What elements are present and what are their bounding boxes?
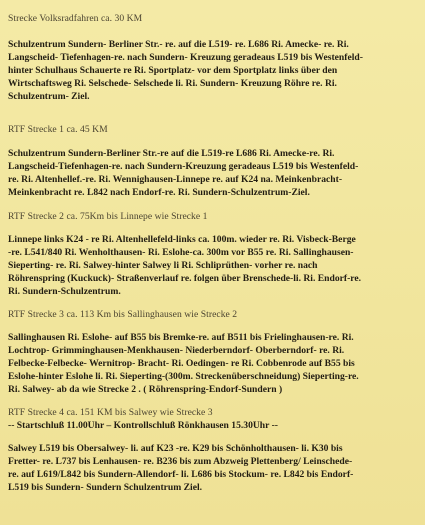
route-line: Linnepe links K24 - re Ri. Altenhellefeld-links ca. 100m. wieder re. Ri. Visbeck-Berge (8, 234, 356, 245)
route-line: Felbecke-Felbecke- Wernitrop- Bracht- Ri. Oedingen- re Ri. Cobbenrode auf B55 bis (8, 358, 355, 369)
route-line: Eslohe-hinter Eslohe li. Ri. Sieperting-(300m. Streckenüberschneidung) Sieperting-re. (8, 371, 359, 382)
route-line: Meinkenbracht re. L842 nach Endorf-re. Ri. Sundern-Schulzentrum-Ziel. (8, 187, 310, 198)
section-strecke-1 (8, 123, 415, 199)
section-strecke-2 (8, 210, 415, 298)
section-heading: RTF Strecke 1 ca. 45 KM (8, 124, 108, 135)
section-heading: RTF Strecke 4 ca. 151 KM bis Salwey wie Strecke 3 (8, 407, 213, 418)
route-line: L519 bis Sundern- Sundern Schulzentrum Ziel. (8, 482, 203, 493)
route-line: Ri. Salwey- ab da wie Strecke 2 . ( Röhrenspring-Endorf-Sundern ) (8, 384, 283, 395)
section-heading: RTF Strecke 3 ca. 113 Km bis Sallinghausen wie Strecke 2 (8, 309, 238, 320)
section-strecke-3 (8, 308, 415, 396)
route-line: Schulzentrum- Ziel. (8, 91, 90, 102)
route-line: re. auf L619/L842 bis Sundern-Allendorf- li. L686 bis Stockum- re. L842 bis Endorf- (8, 469, 354, 480)
section-description (8, 331, 415, 396)
section-description (8, 233, 415, 298)
route-line: re. Ri. Altenhellef.-re. Ri. Wennighausen-Linnepe re. auf K24 na. Meinkenbracht- (8, 174, 343, 185)
route-line: Sieperting- re. Ri. Salwey-hinter Salwey li Ri. Schliprüthen- vorher re. nach (8, 260, 318, 271)
route-line: Schulzentrum Sundern-Berliner Str.-re auf die L519-re L686 Ri. Amecke-re. Ri. (8, 148, 335, 159)
section-timing-note: -- Startschluß 11.00Uhr – Kontrollschluß Rönkhausen 15.30Uhr -- (8, 420, 279, 431)
route-line: -re. L541/840 Ri. Wenholthausen- Ri. Eslohe-ca. 300m vor B55 re. Ri. Sallinghausen- (8, 247, 354, 258)
section-description (8, 147, 415, 199)
section-strecke-4 (8, 406, 415, 494)
route-line: Sallinghausen Ri. Eslohe- auf B55 bis Bremke-re. auf B511 bis Frielinghausen-re. Ri. (8, 332, 354, 343)
section-volksradfahren (8, 12, 415, 103)
route-line: Langscheid- Tiefenhagen-re. nach Sundern- Kreuzung geradeaus L519 bis Westenfeld- (8, 52, 363, 63)
route-line: Schulzentrum Sundern- Berliner Str.- re. auf die L519- re. L686 Ri. Amecke- re. Ri. (8, 39, 349, 50)
route-line: Salwey L519 bis Obersalwey- li. auf K23 -re. K29 bis Schönholthausen- li. K30 bis (8, 443, 343, 454)
route-line: Ri. Sundern-Schulzentrum. (8, 286, 121, 297)
section-description (8, 442, 415, 494)
route-line: Fretter- re. L737 bis Lenhausen- re. B236 bis zum Abzweig Plettenberg/ Leinschede- (8, 456, 353, 467)
route-line: Langscheid-Tiefenhagen-re. nach Sundern-Kreuzung geradeaus L519 bis Westenfeld- (8, 161, 359, 172)
route-line: hinter Schulhaus Schauerte re Ri. Sportplatz- vor dem Sportplatz links über den (8, 65, 338, 76)
section-description (8, 38, 415, 103)
section-heading: RTF Strecke 2 ca. 75Km bis Linnepe wie Strecke 1 (8, 211, 208, 222)
section-heading: Strecke Volksradfahren ca. 30 KM (8, 13, 143, 24)
route-line: Röhrenspring (Kuckuck)- Straßenverlauf re. folgen über Brenschede-li. Ri. Endorf-re. (8, 273, 362, 284)
route-line: Wirtschaftsweg Ri. Selschede- Selschede li. Ri. Sundern- Kreuzung Röhre re. Ri. (8, 78, 337, 89)
route-line: Lochtrop- Grimminghausen-Menkhausen- Niederberndorf- Oberberndorf- re. Ri. (8, 345, 345, 356)
